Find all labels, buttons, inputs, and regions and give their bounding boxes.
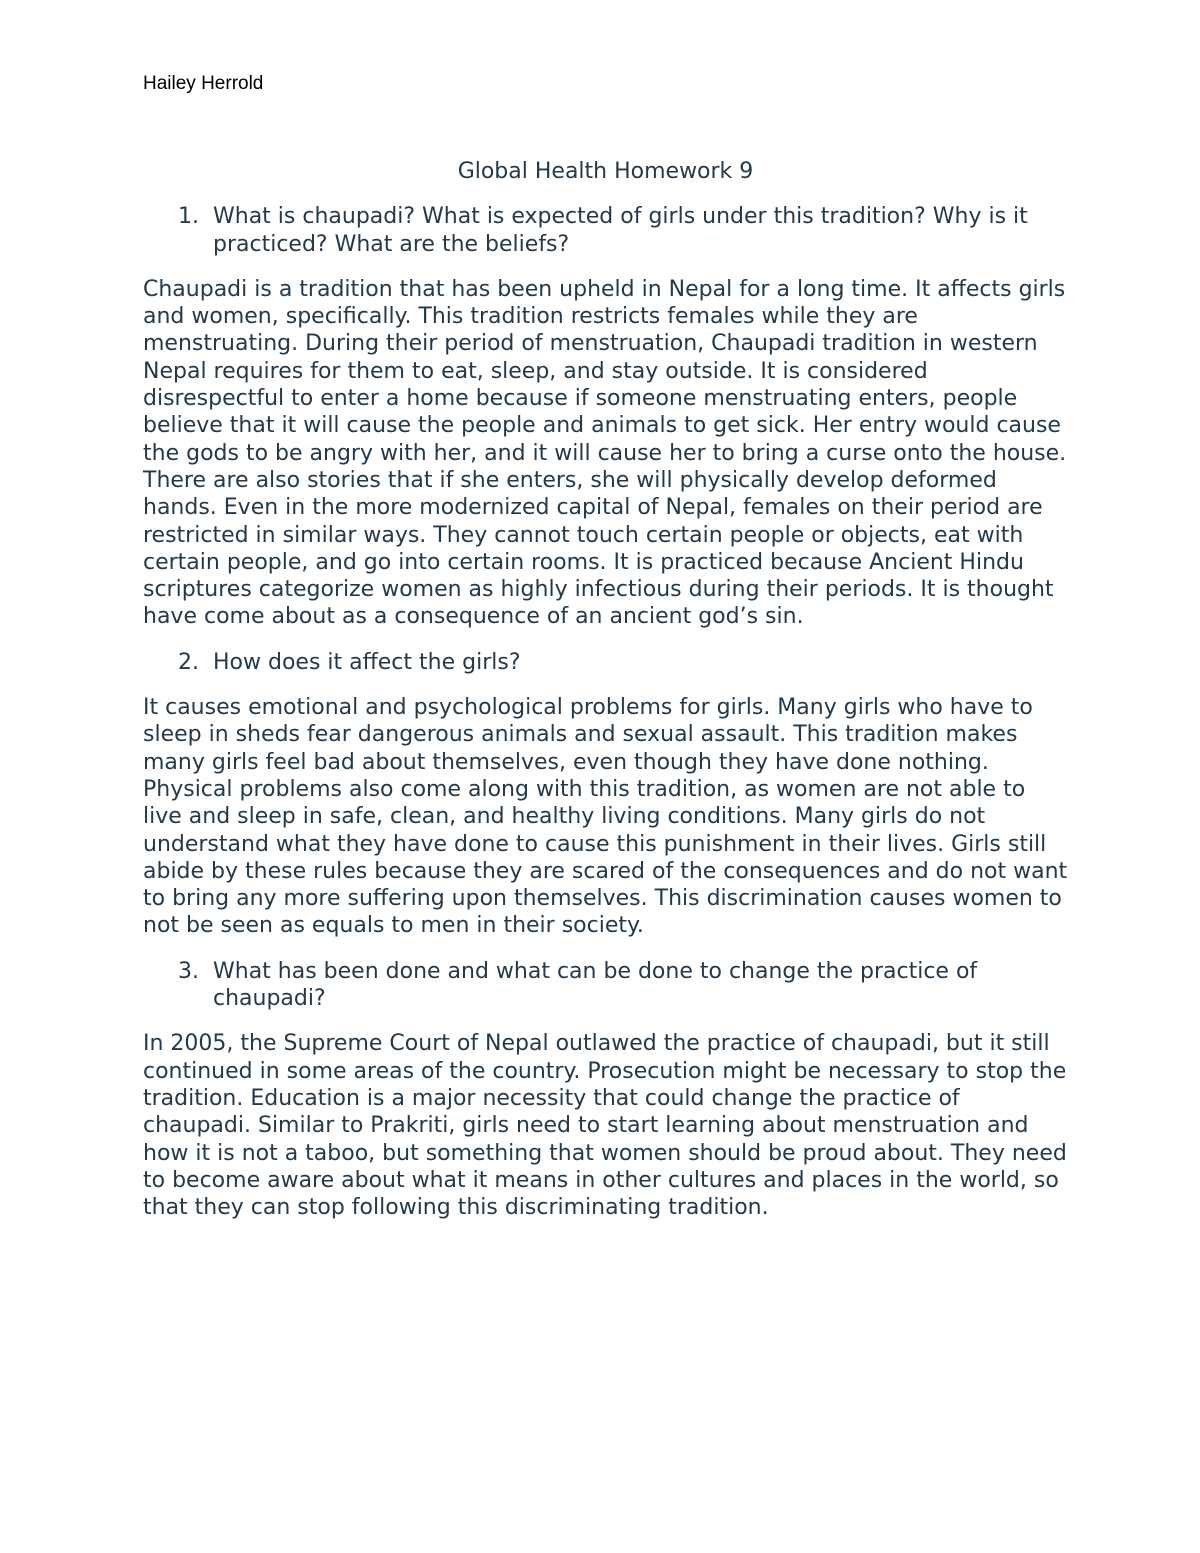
question-number: 2.: [178, 649, 199, 675]
question-text: What has been done and what can be done to change the practice of chaupadi?: [213, 958, 978, 1012]
question-number: 3.: [178, 958, 199, 984]
answer-1: Chaupadi is a tradition that has been upheld in Nepal for a long time. It affects girls and women, specifically. This tradition restricts females while they are menstruating. During their period of menstruation, Chaupadi tradition in western Nepal requires for them to eat, sleep, and stay outside. It is considered disrespectful to enter a home because if someone menstruating enters, people believe that it will cause the people and animals to get sick. Her entry would cause the gods to be angry with her, and it will cause her to bring a curse onto the house. There are also stories that if she enters, she will physically develop deformed hands. Even in the more modernized capital of Nepal, females on their period are restricted in similar ways. They cannot touch certain people or objects, eat with certain people, and go into certain rooms. It is practiced because Ancient Hindu scriptures categorize women as highly infectious during their periods. It is thought have come about as a consequence of an ancient god’s sin.: [143, 276, 1067, 630]
question-2: [143, 649, 1068, 676]
question-1: [143, 203, 1068, 258]
question-3: [143, 958, 1068, 1013]
question-number: 1.: [178, 204, 199, 230]
author-name: Hailey Herrold: [143, 73, 264, 94]
question-text: How does it affect the girls?: [213, 649, 521, 675]
document-title: Global Health Homework 9: [457, 159, 754, 184]
question-text: What is chaupadi? What is expected of girls under this tradition? Why is it practiced? What are the beliefs?: [213, 204, 1028, 257]
answer-2: It causes emotional and psychological problems for girls. Many girls who have to sleep in sheds fear dangerous animals and sexual assault. This tradition makes many girls feel bad about themselves, even though they have done nothing. Physical problems also come along with this tradition, as women are not able to live and sleep in safe, clean, and healthy living conditions. Many girls do not understand what they have done to cause this punishment in their lives. Girls still abide by these rules because they are scared of the consequences and do not want to bring any more suffering upon themselves. This discrimination causes women to not be seen as equals to men in their society.: [143, 695, 1068, 939]
answer-3: In 2005, the Supreme Court of Nepal outlawed the practice of chaupadi, but it still continued in some areas of the country. Prosecution might be necessary to stop the tradition. Education is a major necessity that could change the practice of chaupadi. Similar to Prakriti, girls need to start learning about menstruation and how it is not a taboo, but something that women should be proud about. They need to become aware about what it means in other cultures and places in the world, so that they can stop following this discriminating tradition.: [143, 1031, 1067, 1221]
document-body: [143, 158, 1068, 1239]
